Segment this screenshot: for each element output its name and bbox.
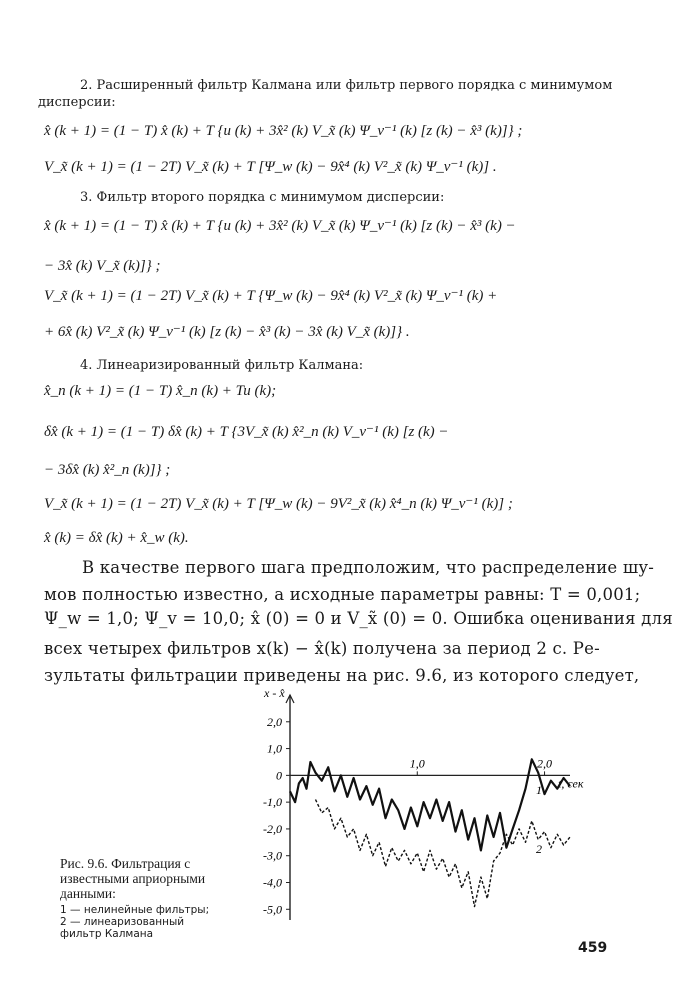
page-number: 459 xyxy=(578,940,608,956)
text-line: 3. Фильтр второго порядка с минимумом дисперсии: xyxy=(80,190,445,205)
text-line: зультаты фильтрации приведены на рис. 9.6, из которого следует, xyxy=(44,666,640,685)
equation-line: − 3x̂ (k) V_x̃ (k)]} ; xyxy=(44,258,161,274)
legend-line: 2 — линеаризованный xyxy=(60,916,185,928)
y-tick-label: -1,0 xyxy=(263,795,282,810)
text-line: мов полностью известно, а исходные параметры равны: T = 0,001; xyxy=(44,585,641,604)
y-tick-label: 1,0 xyxy=(267,741,282,756)
y-tick-label: -5,0 xyxy=(263,902,282,917)
equation-line: x̂ (k + 1) = (1 − T) x̂ (k) + T {u (k) + 3x̂² (k) V_x̃ (k) Ψ_v⁻¹ (k) [z (k) − x̂³ (k)]} ; xyxy=(44,123,523,139)
y-tick-label: -3,0 xyxy=(263,848,282,863)
legend-line: 1 — нелинейные фильтры; xyxy=(60,904,210,916)
equation-line: + 6x̂ (k) V²_x̃ (k) Ψ_v⁻¹ (k) [z (k) − x̂³ (k) − 3x̂ (k) V_x̃ (k)]} . xyxy=(44,324,410,340)
x-tick-label: 1,0 xyxy=(409,756,425,771)
caption-line: Рис. 9.6. Фильтрация с xyxy=(60,856,191,871)
y-tick-label: -4,0 xyxy=(263,875,282,890)
equation-line: x̂ (k + 1) = (1 − T) x̂ (k) + T {u (k) + 3x̂² (k) V_x̃ (k) Ψ_v⁻¹ (k) [z (k) − x̂³ (k) − xyxy=(44,218,516,234)
error-chart xyxy=(240,675,600,935)
equation-line: − 3δx̂ (k) x̂²_n (k)]} ; xyxy=(44,462,171,478)
text-line: В качестве первого шага предположим, что распределение шу- xyxy=(82,558,655,577)
x-tick-label: 2,0 xyxy=(537,756,553,771)
equation-line: δx̂ (k + 1) = (1 − T) δx̂ (k) + T {3V_x̃ (k) x̂²_n (k) V_v⁻¹ (k) [z (k) − xyxy=(44,424,449,440)
y-tick-label: -2,0 xyxy=(263,821,282,836)
figure-legend xyxy=(60,904,209,940)
equation-line: V_x̃ (k + 1) = (1 − 2T) V_x̃ (k) + T [Ψ_w (k) − 9x̂⁴ (k) V²_x̃ (k) Ψ_v⁻¹ (k)] . xyxy=(44,159,497,175)
equation-line: x̂_n (k + 1) = (1 − T) x̂_n (k) + Tu (k); xyxy=(44,383,277,399)
text-line: 2. Расширенный фильтр Калмана или фильтр первого порядка с минимумом xyxy=(80,78,613,93)
equation-line: V_x̃ (k + 1) = (1 − 2T) V_x̃ (k) + T {Ψ_w (k) − 9x̂⁴ (k) V²_x̃ (k) Ψ_v⁻¹ (k) + xyxy=(44,288,498,304)
equation-line: x̂ (k) = δx̂ (k) + x̂_w (k). xyxy=(44,530,189,546)
series-2-line xyxy=(316,800,571,907)
legend-line: фильтр Калмана xyxy=(60,928,154,940)
series-2-label: 2 xyxy=(536,842,542,857)
text-line: Ψ_w = 1,0; Ψ_v = 10,0; x̂ (0) = 0 и V_x̃ (0) = 0. Ошибка оценивания для xyxy=(44,609,673,628)
text-line: дисперсии: xyxy=(38,95,116,110)
series-1-line xyxy=(290,759,570,850)
caption-line: данными: xyxy=(60,886,116,901)
y-axis-label: x - x̂ xyxy=(264,686,285,700)
figure-caption xyxy=(60,856,205,901)
equation-line: V_x̃ (k + 1) = (1 − 2T) V_x̃ (k) + T [Ψ_w (k) − 9V²_x̃ (k) x̂⁴_n (k) Ψ_v⁻¹ (k)] ; xyxy=(44,496,513,512)
x-axis-label: t, сек xyxy=(558,776,584,791)
text-line: 4. Линеаризированный фильтр Калмана: xyxy=(80,358,364,373)
text-line: всех четырех фильтров x(k) − x̂(k) получена за период 2 с. Ре- xyxy=(44,639,600,658)
y-tick-label: 0 xyxy=(276,768,282,783)
y-tick-label: 2,0 xyxy=(267,714,282,729)
series-1-label: 1 xyxy=(536,783,542,798)
caption-line: известными априорными xyxy=(60,871,206,886)
